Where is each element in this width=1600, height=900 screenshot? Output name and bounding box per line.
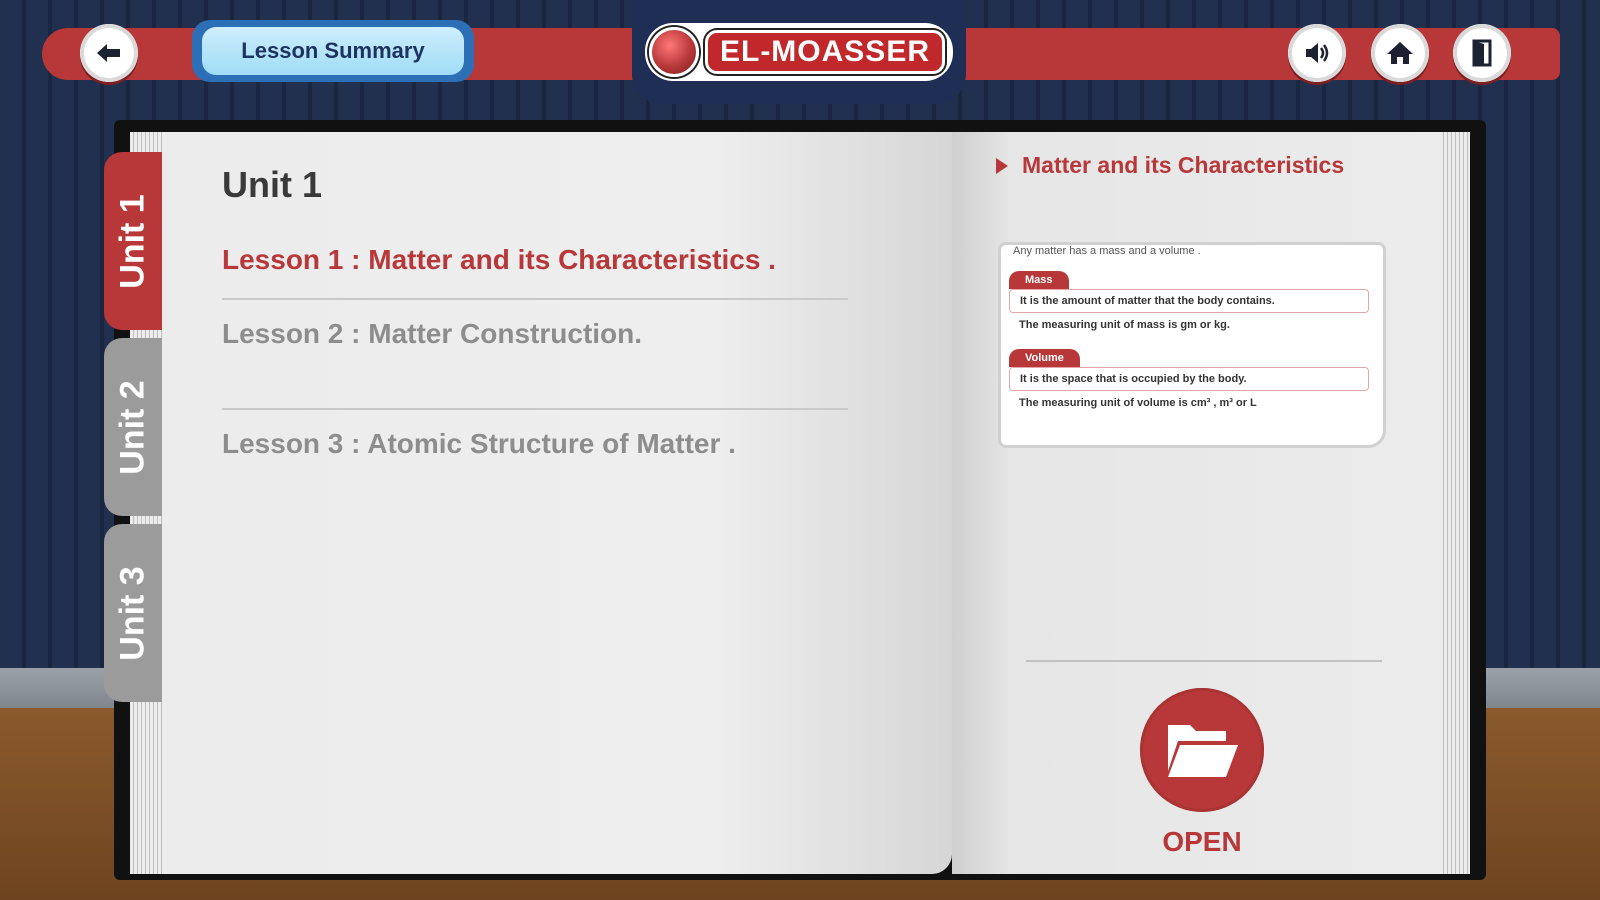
sound-button[interactable] bbox=[1288, 24, 1346, 82]
lesson-divider bbox=[222, 298, 848, 300]
home-icon bbox=[1384, 37, 1416, 69]
preview-top-line: Any matter has a mass and a volume . bbox=[1013, 245, 1201, 257]
logo-text: EL-MOASSER bbox=[705, 30, 945, 74]
preview-mass-unit: The measuring unit of mass is gm or kg. bbox=[1019, 319, 1230, 331]
speaker-icon bbox=[1301, 37, 1333, 69]
tab-unit-2-label: Unit 2 bbox=[113, 379, 152, 475]
back-arrow-icon bbox=[93, 37, 125, 69]
exit-button[interactable] bbox=[1453, 24, 1511, 82]
door-icon bbox=[1466, 37, 1498, 69]
lesson-item-2[interactable]: Lesson 2 : Matter Construction. bbox=[222, 318, 643, 349]
lesson-preview-thumbnail[interactable] bbox=[998, 242, 1386, 448]
tab-unit-1[interactable] bbox=[104, 152, 162, 330]
lesson-preview-title bbox=[996, 152, 1344, 179]
lesson-summary-label: Lesson Summary bbox=[202, 27, 464, 75]
triangle-bullet-icon bbox=[996, 158, 1008, 174]
open-label: OPEN bbox=[1162, 826, 1242, 857]
tab-unit-3-label: Unit 3 bbox=[113, 565, 152, 661]
tab-unit-1-label: Unit 1 bbox=[113, 193, 152, 289]
preview-volume-definition: It is the space that is occupied by the body. bbox=[1009, 367, 1369, 391]
logo-container bbox=[632, 0, 966, 104]
logo-emblem-icon bbox=[649, 27, 699, 77]
unit-title: Unit 1 bbox=[222, 164, 323, 205]
logo bbox=[645, 23, 953, 81]
home-button[interactable] bbox=[1371, 24, 1429, 82]
lesson-preview-title-text: Matter and its Characteristics bbox=[1022, 152, 1345, 178]
lesson-summary-tab[interactable] bbox=[192, 20, 474, 82]
preview-volume-unit: The measuring unit of volume is cm³ , m³ or L bbox=[1019, 397, 1257, 409]
preview-mass-badge: Mass bbox=[1009, 271, 1069, 289]
right-page-divider bbox=[1026, 660, 1382, 662]
preview-volume-badge: Volume bbox=[1009, 349, 1080, 367]
lesson-item-3[interactable]: Lesson 3 : Atomic Structure of Matter . bbox=[222, 428, 736, 459]
open-folder-icon bbox=[1164, 719, 1240, 781]
tab-unit-2[interactable] bbox=[104, 338, 162, 516]
preview-mass-definition: It is the amount of matter that the body contains. bbox=[1009, 289, 1369, 313]
lesson-item-1[interactable]: Lesson 1 : Matter and its Characteristics . bbox=[222, 244, 776, 275]
tab-unit-3[interactable] bbox=[104, 524, 162, 702]
page-edges-right bbox=[1440, 132, 1470, 874]
open-button[interactable] bbox=[1140, 688, 1264, 812]
lesson-divider bbox=[222, 408, 848, 410]
back-button[interactable] bbox=[80, 24, 138, 82]
